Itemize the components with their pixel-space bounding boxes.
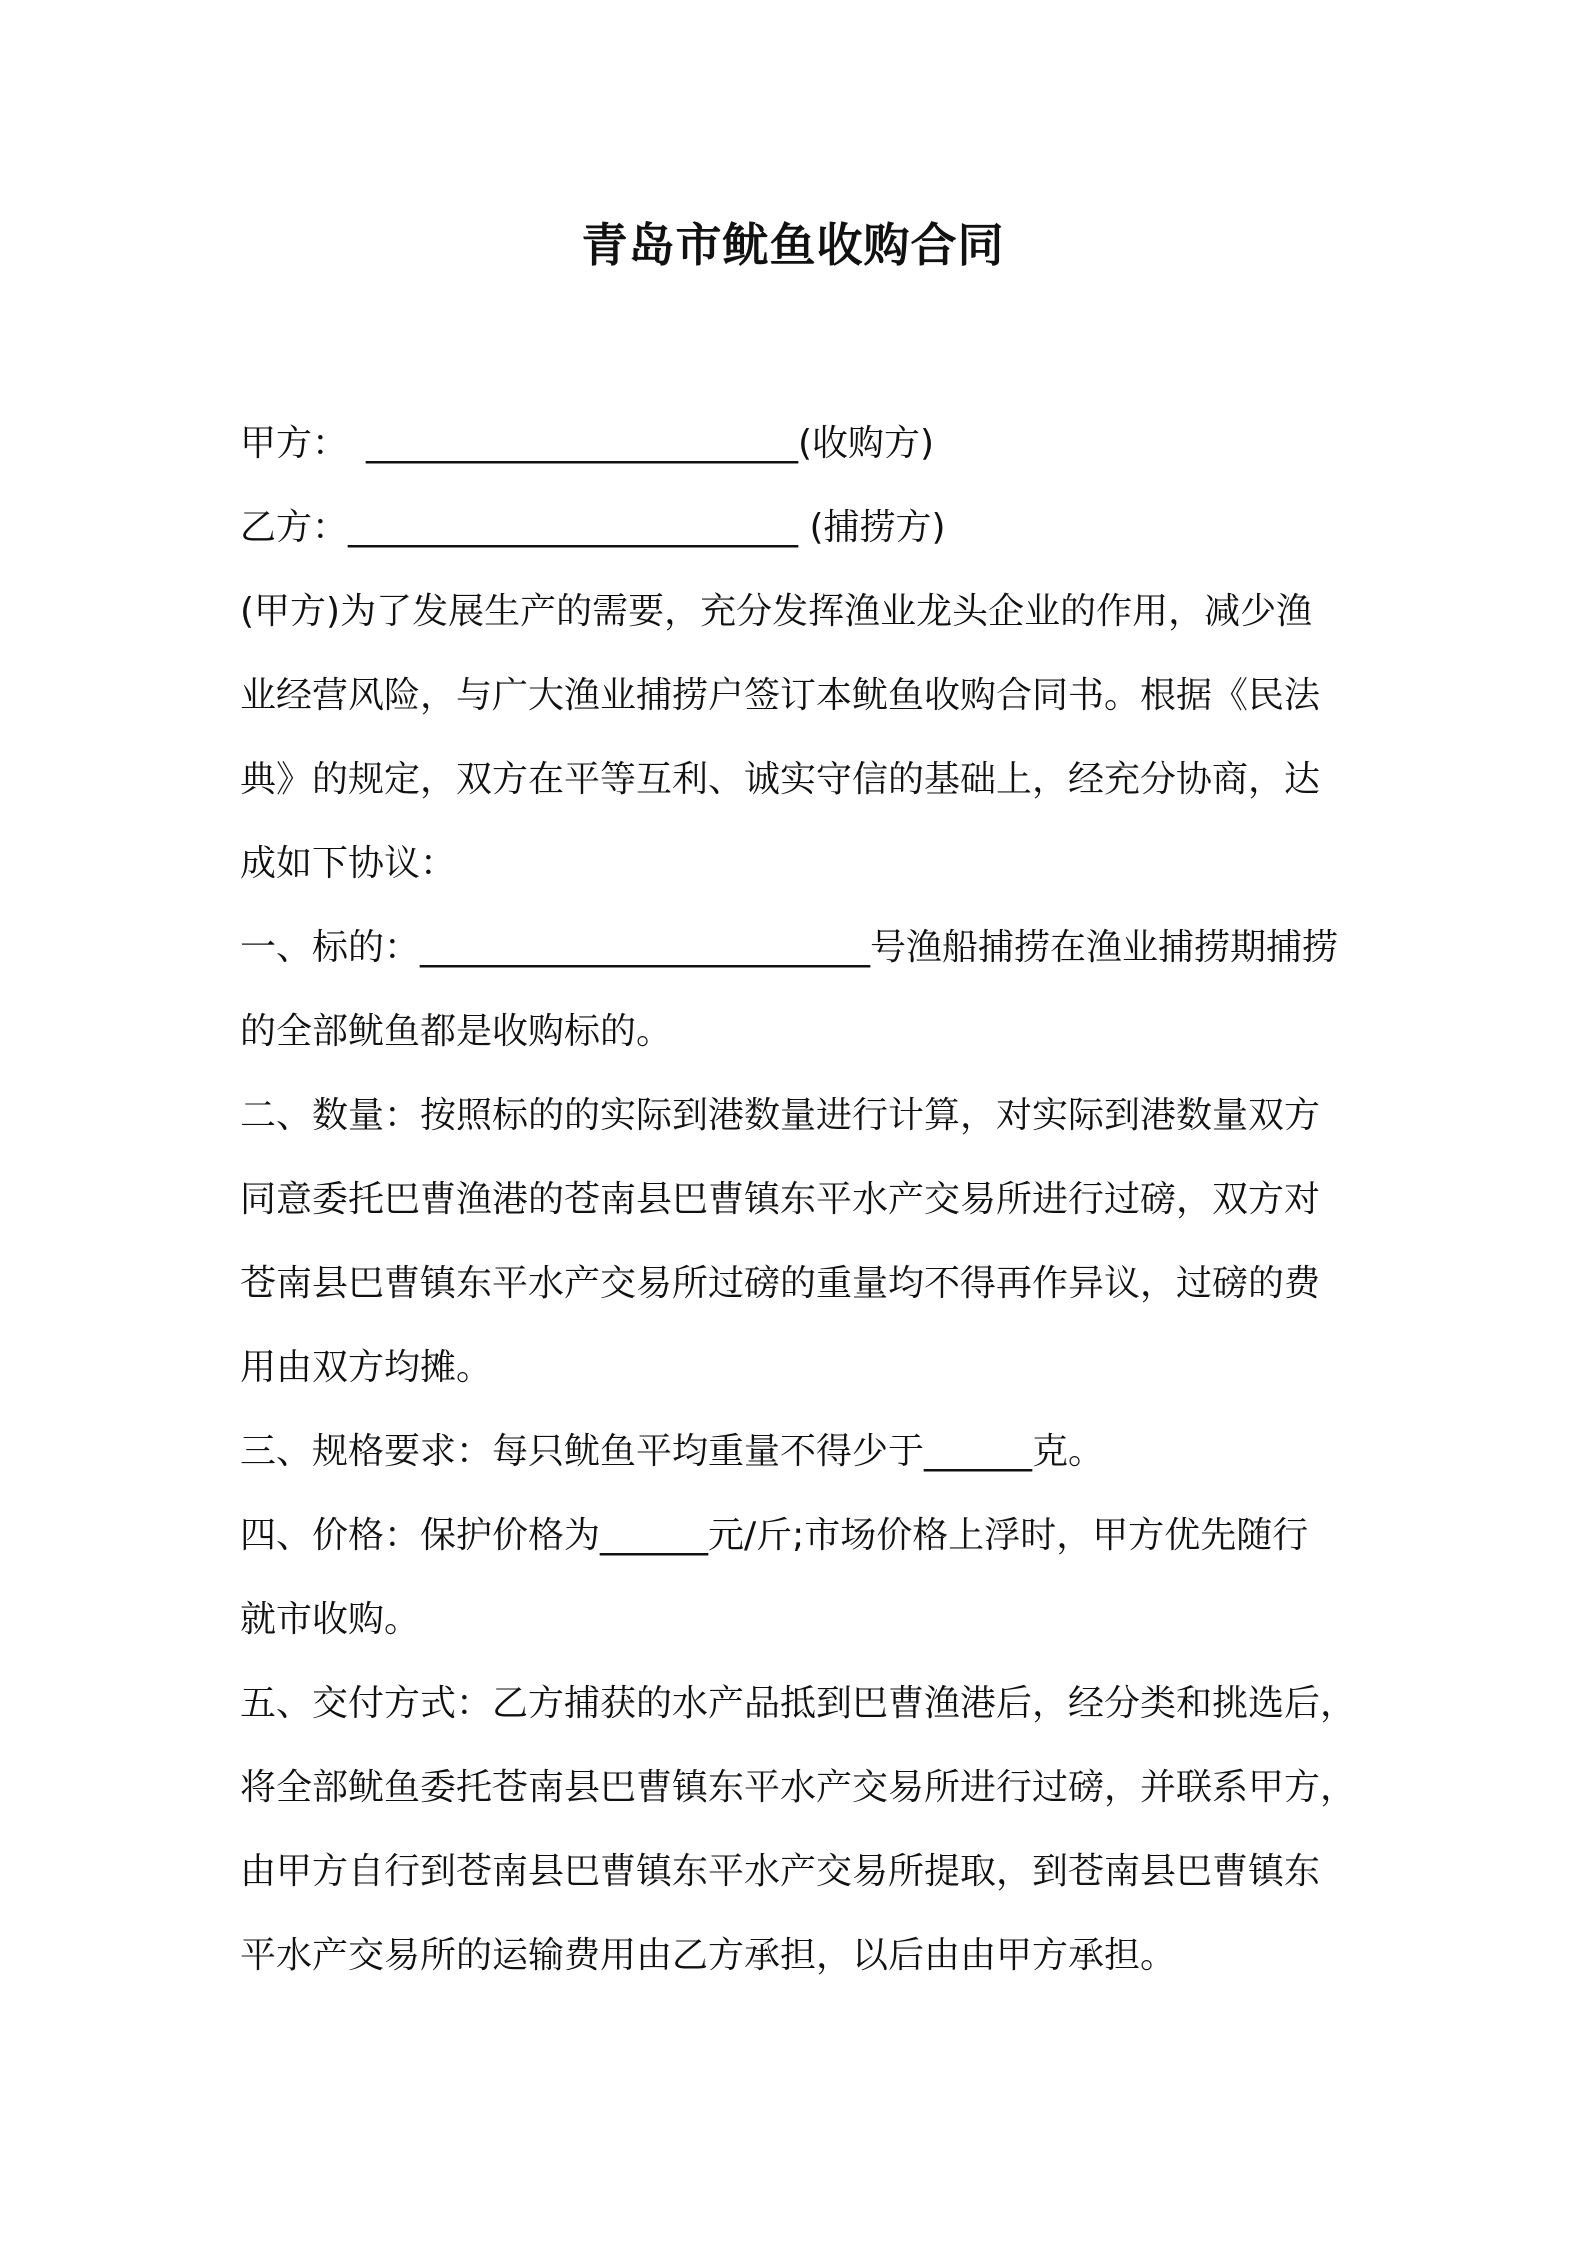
party-a-line: 甲方： ________________________(收购方) xyxy=(240,423,935,464)
clause-4-line: 就市收购。 xyxy=(240,1599,421,1640)
clause-2-line: 同意委托巴曹渔港的苍南县巴曹镇东平水产交易所进行过磅，双方对 xyxy=(240,1179,1321,1220)
clause-2-line: 苍南县巴曹镇东平水产交易所过磅的重量均不得再作异议，过磅的费 xyxy=(240,1263,1321,1304)
document-title: 青岛市鱿鱼收购合同 xyxy=(581,218,1005,272)
clause-1-line: 的全部鱿鱼都是收购标的。 xyxy=(240,1011,673,1052)
clause-5-line: 将全部鱿鱼委托苍南县巴曹镇东平水产交易所进行过磅，并联系甲方， xyxy=(240,1767,1357,1808)
clause-1-line: 一、标的：_________________________号渔船捕捞在渔业捕捞期捕捞 xyxy=(240,927,1339,968)
preamble-line: (甲方)为了发展生产的需要，充分发挥渔业龙头企业的作用，减少渔 xyxy=(240,591,1313,632)
clause-5-line: 五、交付方式：乙方捕获的水产品抵到巴曹渔港后，经分类和挑选后， xyxy=(240,1683,1357,1724)
document-body xyxy=(240,402,1370,1998)
preamble-line: 成如下协议： xyxy=(240,843,457,884)
clause-3-line: 三、规格要求：每只鱿鱼平均重量不得少于______克。 xyxy=(240,1431,1105,1472)
clause-2-line: 用由双方均摊。 xyxy=(240,1347,493,1388)
preamble-line: 典》的规定，双方在平等互利、诚实守信的基础上，经充分协商，达 xyxy=(240,759,1321,800)
party-b-line: 乙方：_________________________ (捕捞方) xyxy=(240,507,946,548)
preamble-line: 业经营风险，与广大渔业捕捞户签订本鱿鱼收购合同书。根据《民法 xyxy=(240,675,1321,716)
clause-5-line: 平水产交易所的运输费用由乙方承担，以后由由甲方承担。 xyxy=(240,1935,1177,1976)
clause-4-line: 四、价格：保护价格为______元/斤;市场价格上浮时，甲方优先随行 xyxy=(240,1515,1309,1556)
clause-5-line: 由甲方自行到苍南县巴曹镇东平水产交易所提取，到苍南县巴曹镇东 xyxy=(240,1851,1321,1892)
clause-2-line: 二、数量：按照标的的实际到港数量进行计算，对实际到港数量双方 xyxy=(240,1095,1321,1136)
